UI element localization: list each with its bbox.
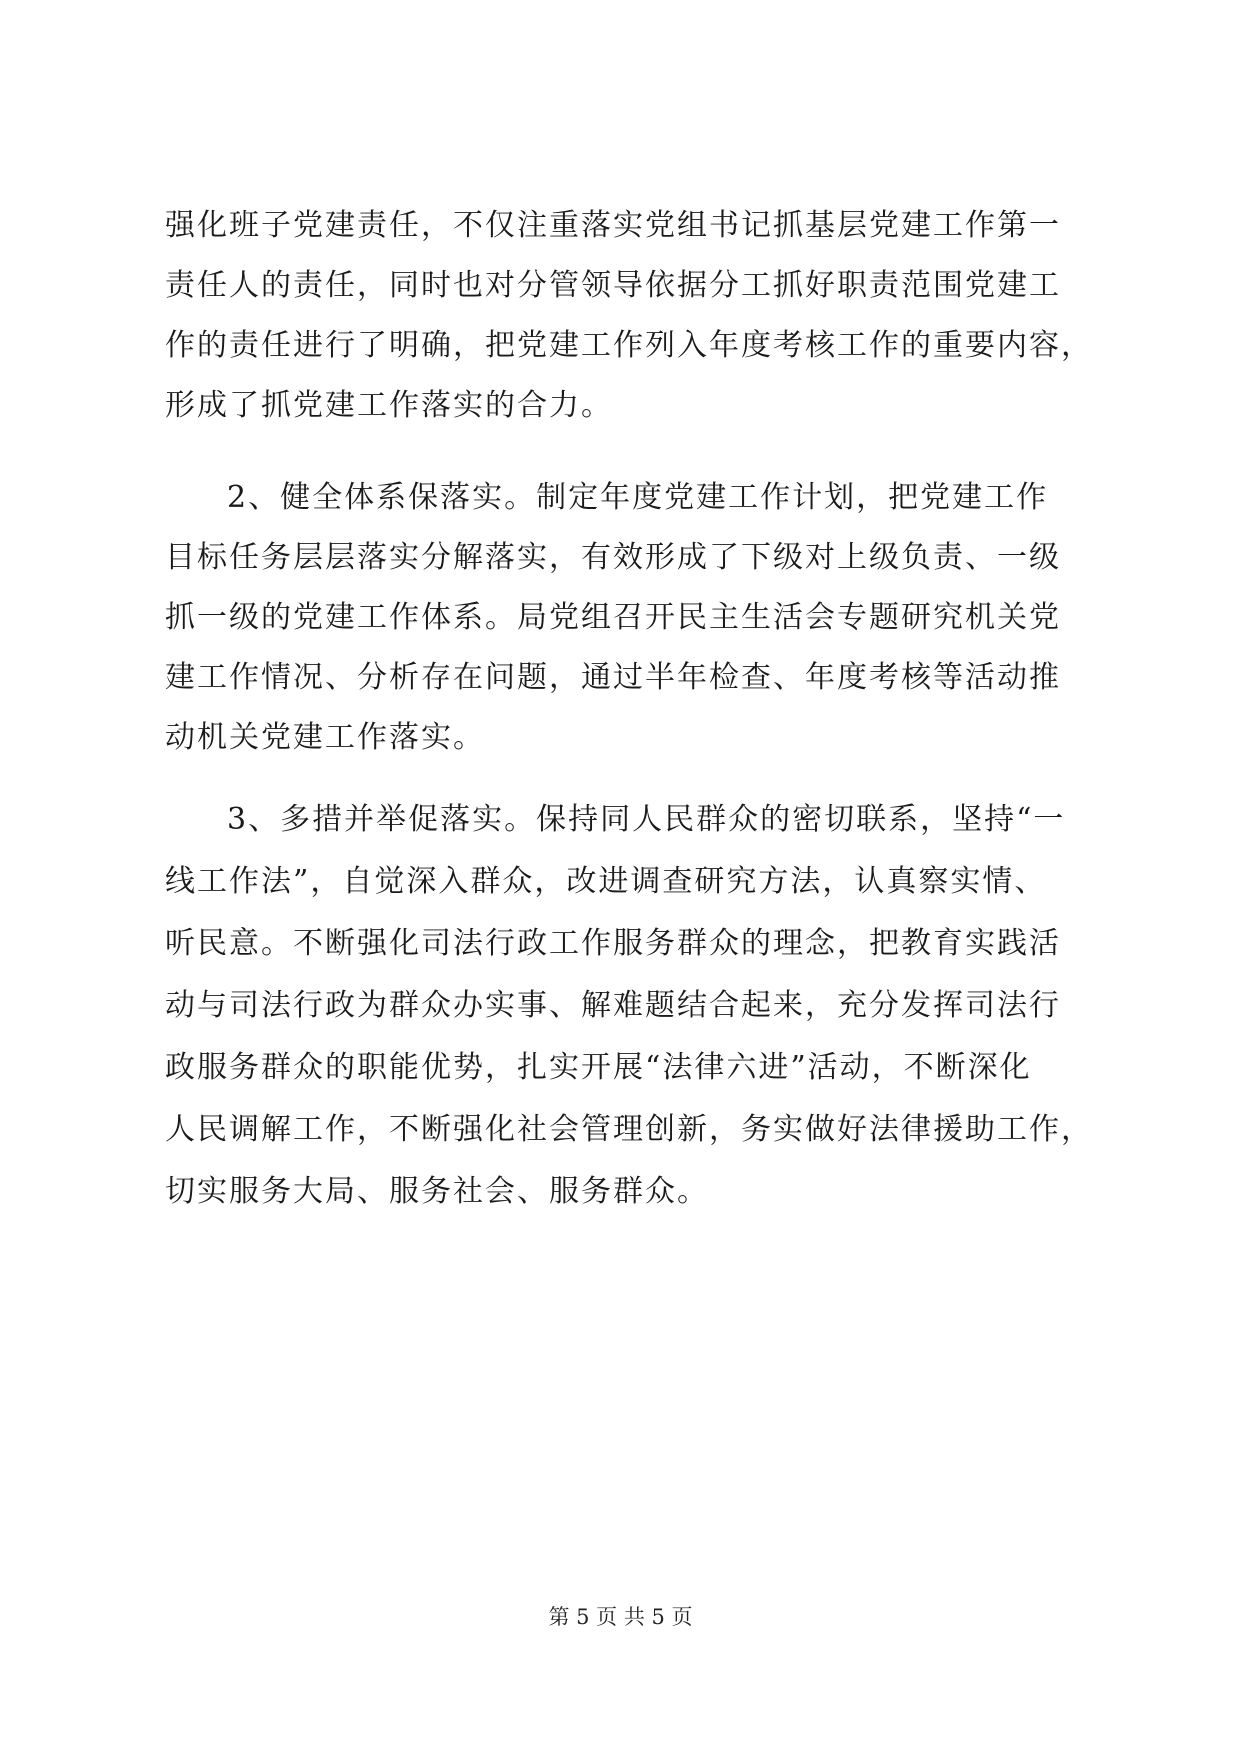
paragraph-1-line-2: 责任人的责任，同时也对分管领导依据分工抓好职责范围党建工 [165,268,1061,303]
paragraph-3-line-2: 线工作法”，自觉深入群众，改进调查研究方法，认真察实情、 [165,864,1047,899]
paragraph-2-line-4: 建工作情况、分析存在问题，通过半年检查、年度考核等活动推 [165,660,1061,695]
paragraph-1-line-3: 作的责任进行了明确，把党建工作列入年度考核工作的重要内容， [165,328,1093,363]
paragraph-2-line-5: 动机关党建工作落实。 [165,720,485,755]
paragraph-2-line-2: 目标任务层层落实分解落实，有效形成了下级对上级负责、一级 [165,540,1061,575]
paragraph-3-line-5: 政服务群众的职能优势，扎实开展“法律六进”活动，不断深化 [165,1050,1032,1085]
paragraph-3-line-1: 3、多措并举促落实。保持同人民群众的密切联系，坚持“一 [227,802,1066,837]
paragraph-2-line-3: 抓一级的党建工作体系。局党组召开民主生活会专题研究机关党 [165,600,1061,635]
paragraph-3-line-6: 人民调解工作，不断强化社会管理创新，务实做好法律援助工作， [165,1112,1093,1147]
paragraph-2-line-1: 2、健全体系保落实。制定年度党建工作计划，把党建工作 [227,480,1049,515]
paragraph-1-line-1: 强化班子党建责任，不仅注重落实党组书记抓基层党建工作第一 [165,208,1061,243]
page-number-footer: 第 5 页 共 5 页 [548,1605,693,1629]
paragraph-3-line-3: 听民意。不断强化司法行政工作服务群众的理念，把教育实践活 [165,926,1061,961]
paragraph-3-line-7: 切实服务大局、服务社会、服务群众。 [165,1174,709,1209]
paragraph-1-line-4: 形成了抓党建工作落实的合力。 [165,388,613,423]
paragraph-3-line-4: 动与司法行政为群众办实事、解难题结合起来，充分发挥司法行 [165,988,1061,1023]
